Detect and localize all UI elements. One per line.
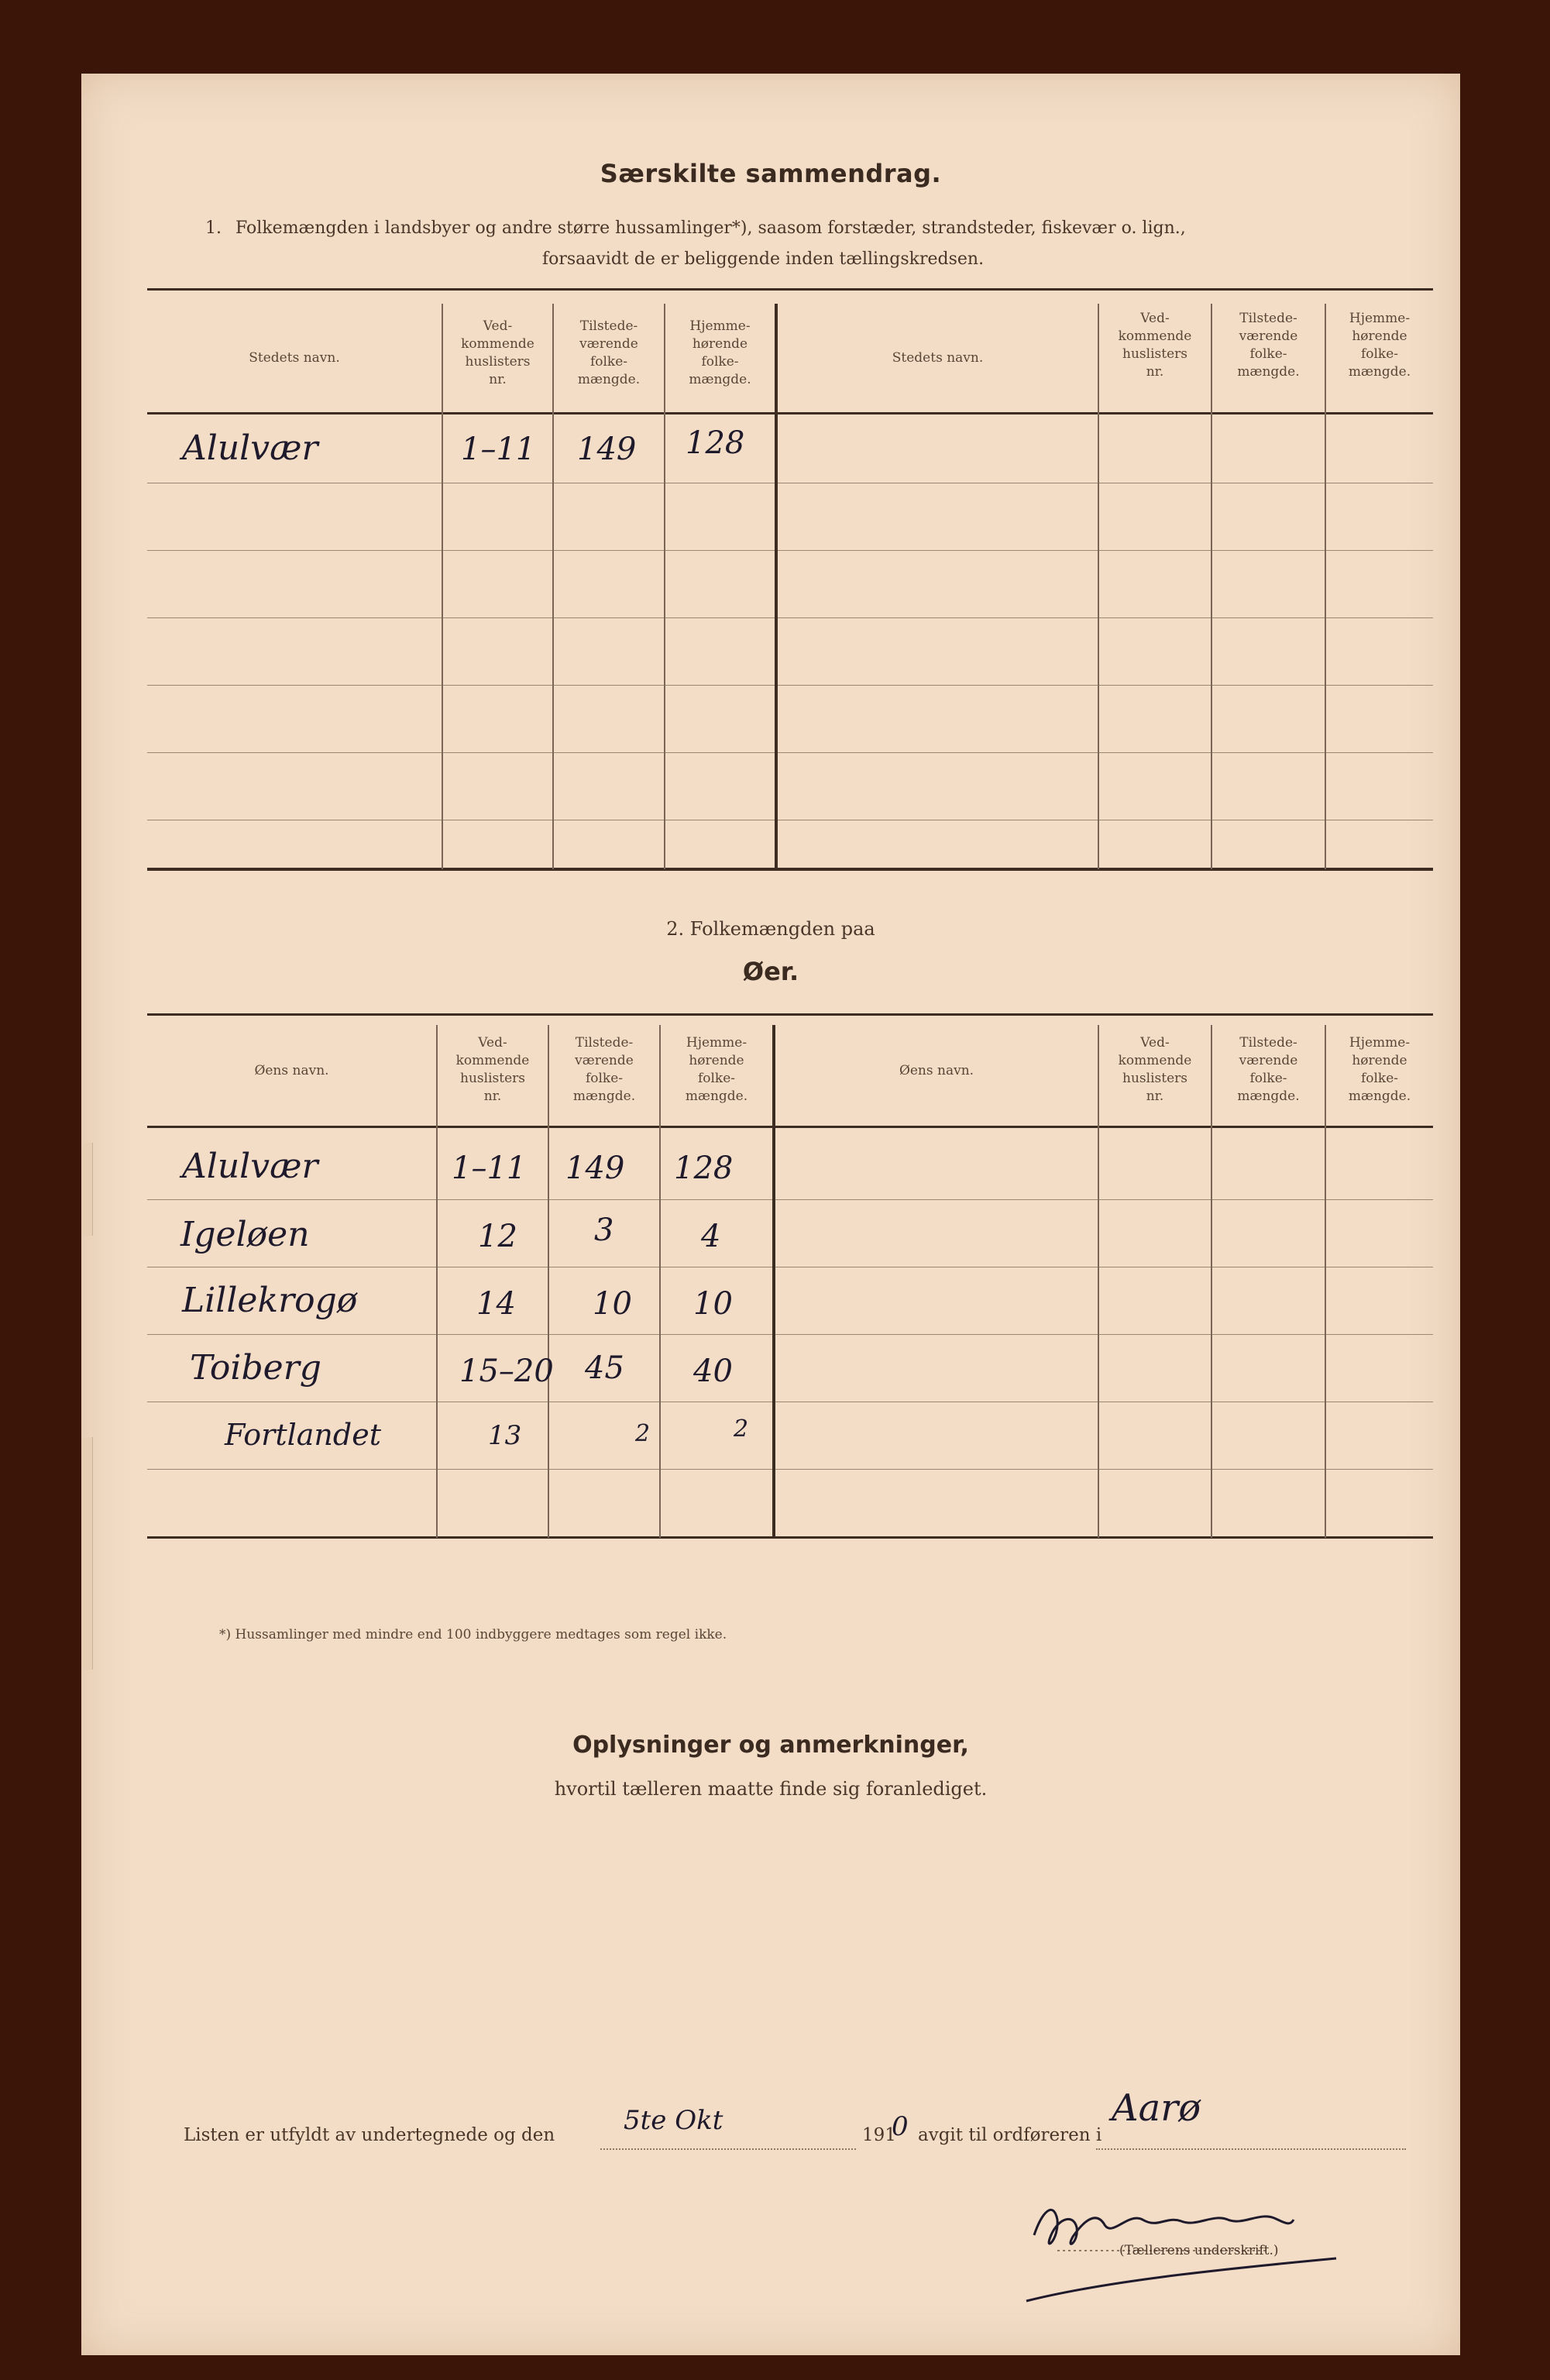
col-header-house-list: Ved- kommende huslisters nr. [455, 1035, 530, 1104]
resident-pop-cell: 40 [693, 1353, 733, 1389]
resident-pop-cell: 4 [701, 1219, 721, 1254]
year-handwritten: 0 [892, 2111, 909, 2142]
place-name-cell: Alulvær [182, 428, 318, 468]
signature-caption: (Tællerens underskrift.) [1119, 2243, 1279, 2258]
col-header-present-pop-right: Tilstede- værende folke- mængde. [1237, 311, 1300, 380]
house-list-cell: 14 [476, 1286, 516, 1322]
house-list-cell: 1–11 [461, 432, 536, 467]
table-col-divider [1211, 304, 1212, 869]
island-name-cell: Igeløen [180, 1215, 310, 1254]
house-list-cell: 1–11 [452, 1150, 527, 1186]
col-header-house-list: Ved- kommende huslisters nr. [461, 318, 534, 387]
intro-text [205, 213, 1367, 275]
table-row-line [147, 1199, 1433, 1200]
date-handwritten: 5te Okt [624, 2105, 723, 2136]
table-row-line [147, 1334, 1433, 1335]
intro-line-2: forsaavidt de er beliggende inden tællingskredsen. [541, 249, 985, 269]
table-center-divider [772, 1025, 775, 1538]
present-pop-cell: 149 [565, 1150, 625, 1186]
col-header-present-pop: Tilstede- værende folke- mængde. [577, 318, 641, 387]
present-pop-cell: 3 [594, 1212, 614, 1248]
present-pop-cell: 45 [585, 1350, 624, 1386]
place-handwritten: Aarø [1112, 2086, 1201, 2130]
resident-pop-cell: 128 [674, 1150, 734, 1186]
table-bottom-border [147, 1536, 1433, 1539]
col-header-resident-pop-right: Hjemme- hørende folke- mængde. [1348, 311, 1411, 380]
island-name-cell: Alulvær [182, 1147, 318, 1186]
statement-prefix: Listen er utfyldt av undertegnede og den [184, 2125, 555, 2145]
table-row-line [147, 617, 1433, 618]
table-header-border [147, 1126, 1433, 1128]
table-row-line [147, 1469, 1433, 1470]
table-header-border [147, 412, 1433, 414]
col-header-resident-pop: Hjemme- hørende folke- mængde. [689, 318, 751, 387]
remarks-subtitle: hvortil tælleren maatte finde sig foranlediget. [554, 1778, 988, 1800]
col-header-present-pop: Tilstede- værende folke- mængde. [572, 1035, 636, 1104]
col-header-present-pop-right: Tilstede- værende folke- mængde. [1237, 1035, 1300, 1104]
date-field-line [600, 2148, 856, 2150]
remarks-title: Oplysninger og anmerkninger, [572, 1732, 969, 1759]
table-row-line [147, 752, 1433, 753]
resident-pop-cell: 10 [693, 1286, 733, 1322]
table-col-divider [1098, 304, 1099, 869]
resident-pop-cell: 128 [686, 425, 745, 461]
table-top-border [147, 1013, 1433, 1016]
census-form-sheet [81, 74, 1460, 2355]
house-list-cell: 15–20 [459, 1353, 554, 1389]
island-name-cell: Fortlandet [225, 1418, 381, 1452]
footnote: *) Hussamlinger med mindre end 100 indbyggere medtages som regel ikke. [219, 1627, 727, 1642]
col-header-island-name-right: Øens navn. [899, 1063, 974, 1078]
table-row-line [147, 550, 1433, 551]
table-top-border [147, 288, 1433, 291]
table-col-divider [1325, 304, 1326, 869]
intro-line-1: Folkemængden i landsbyer og andre større hussamlinger*), saasom forstæder, strandsteder, fiskevær o. lign., [235, 218, 1186, 238]
section-number: 1. [205, 218, 222, 238]
island-name-cell: Lillekrogø [182, 1281, 358, 1320]
col-header-place-name: Stedets navn. [249, 350, 340, 366]
col-header-resident-pop-right: Hjemme- hørende folke- mængde. [1348, 1035, 1411, 1104]
form-title: Særskilte sammendrag. [600, 159, 942, 188]
present-pop-cell: 2 [635, 1420, 651, 1447]
place-field-line [1096, 2148, 1406, 2150]
table-center-divider [775, 304, 778, 869]
table-bottom-border [147, 868, 1433, 871]
statement-middle: avgit til ordføreren i [918, 2125, 1102, 2145]
present-pop-cell: 10 [593, 1286, 632, 1322]
table-row-line [147, 685, 1433, 686]
completion-statement [184, 2125, 555, 2145]
house-list-cell: 13 [488, 1420, 522, 1451]
paper-fold-mark [81, 1437, 93, 1670]
present-pop-cell: 149 [577, 432, 637, 467]
col-header-house-list-right: Ved- kommende huslisters nr. [1118, 1035, 1192, 1104]
house-list-cell: 12 [478, 1219, 517, 1254]
col-header-resident-pop: Hjemme- hørende folke- mængde. [685, 1035, 748, 1104]
year-prefix: 191 [862, 2125, 896, 2145]
section-2-title: Øer. [742, 957, 799, 986]
col-header-house-list-right: Ved- kommende huslisters nr. [1118, 311, 1192, 380]
col-header-island-name: Øens navn. [254, 1063, 329, 1078]
col-header-place-name-right: Stedets navn. [892, 350, 984, 366]
section-2-label: 2. Folkemængden paa [666, 918, 875, 940]
island-name-cell: Toiberg [190, 1348, 321, 1388]
resident-pop-cell: 2 [734, 1415, 749, 1443]
paper-fold-mark [81, 1143, 93, 1236]
